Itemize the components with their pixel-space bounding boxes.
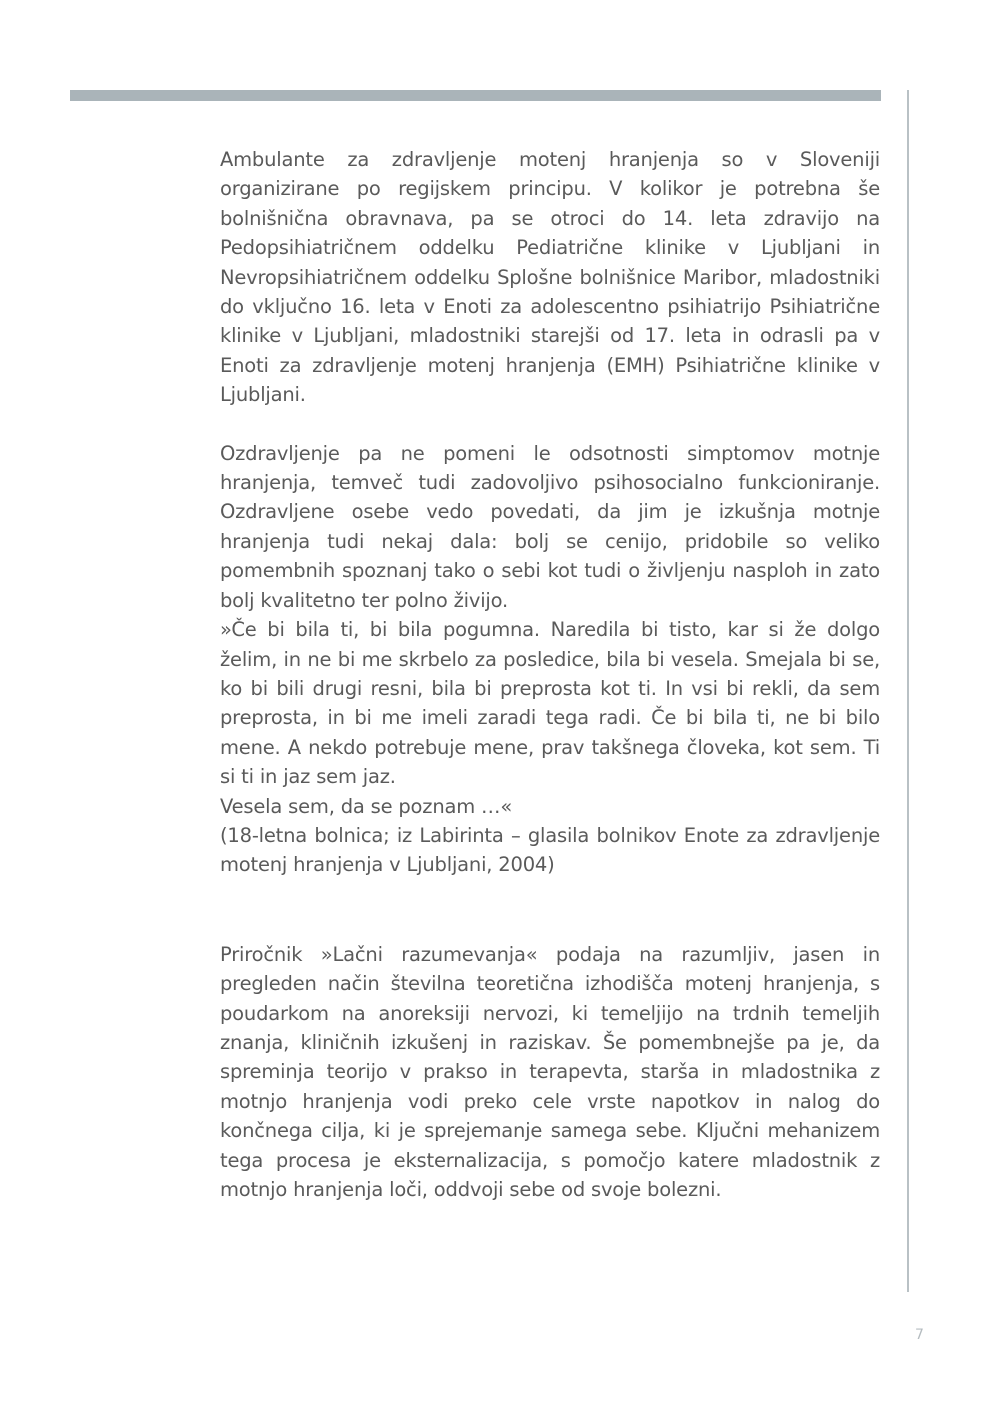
header-rule bbox=[70, 90, 881, 101]
quote-last-line: Vesela sem, da se poznam …« bbox=[220, 794, 513, 818]
paragraph-clinics: Ambulante za zdravljenje motenj hranjenja so v Sloveniji organizirane po regijskem principu. V kolikor je potrebna še bolnišnična obravnava, pa se otroci do 14. leta zdravijo na Pedopsihiatričnem oddelku Pediatrične klinike v Ljubljani in Nevropsihiatričnem oddelku Splošne bolnišnice Maribor, mladostniki do vključno 16. leta v Enoti za adolescentno psihiatrijo Psihiatrične klinike v Ljubljani, mladostniki starejši od 17. leta in odrasli pa v Enoti za zdravljenje motenj hranjenja (EMH) Psihiatrične klinike v Ljubljani. bbox=[220, 148, 880, 407]
page-number: 7 bbox=[915, 1327, 924, 1343]
margin-rule bbox=[907, 90, 909, 1292]
paragraph-recovery: Ozdravljenje pa ne pomeni le odsotnosti simptomov motnje hranjenja, temveč tudi zadovoljivo psihosocialno funkcioniranje. Ozdravljene osebe vedo povedati, da jim je izkušnja motnje hranjenja tudi nekaj dala: bolj se cenijo, pridobile so veliko pomembnih spoznanj tako o sebi kot tudi o življenju nasploh in zato bolj kvalitetno ter polno živijo. bbox=[220, 441, 880, 612]
paragraph-handbook: Priročnik »Lačni razumevanja« podaja na razumljiv, jasen in pregleden način številna teoretična izhodišča motenj hranjenja, s poudarkom na anoreksiji nervozi, ki temeljijo na trdnih temeljih znanja, kliničnih izkušenj in raziskav. Še pomembnejše pa je, da spreminja teorijo v prakso in terapevta, starša in mladostnika z motnjo hranjenja vodi preko cele vrste napotkov in nalog do končnega cilja, ki je sprejemanje samega sebe. Ključni mehanizem tega procesa je eksternalizacija, s pomočjo katere mladostnik z motnjo hranjenja loči, oddvoji sebe od svoje bolezni. bbox=[220, 942, 880, 1201]
body-text bbox=[220, 145, 880, 1204]
patient-quote bbox=[220, 615, 880, 880]
quote-source: (18-letna bolnica; iz Labirinta – glasila bolnikov Enote za zdravljenje motenj hranjenja v Ljubljani, 2004) bbox=[220, 823, 880, 877]
quote-text: »Če bi bila ti, bi bila pogumna. Naredila bi tisto, kar si že dolgo želim, in ne bi me skrbelo za posledice, bila bi vesela. Smejala bi se, ko bi bili drugi resni, bila bi preprosta kot ti. In vsi bi rekli, da sem preprosta, in bi me imeli zaradi tega radi. Če bi bila ti, ne bi bilo mene. A nekdo potrebuje mene, prav takšnega človeka, kot sem. Ti si ti in jaz sem jaz. bbox=[220, 618, 880, 789]
